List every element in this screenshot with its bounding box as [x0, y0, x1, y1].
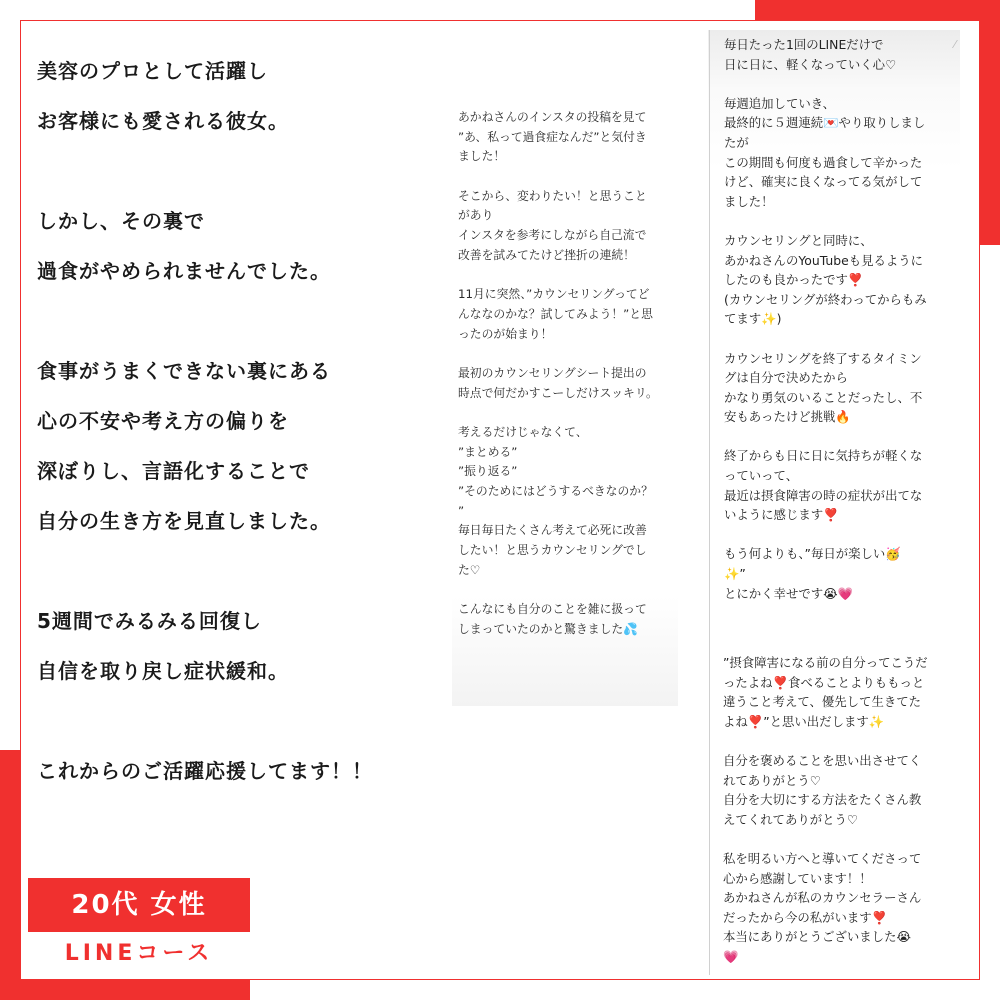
message-line: 考えるだけじゃなくて、	[458, 425, 588, 439]
lead-line: 食事がうまくできない裏にある	[37, 359, 331, 383]
message-line: だったから今の私がいます❣️	[723, 909, 888, 925]
message-line: 毎週追加していき、	[724, 95, 836, 111]
message-line: た♡	[458, 562, 481, 577]
message-line: 💗	[723, 948, 739, 964]
lead-line	[37, 296, 447, 346]
message-line: ”あ、私って過食症なんだ”と気付き	[458, 129, 647, 144]
message-line: れてありがとう♡	[723, 772, 821, 788]
message-line	[724, 329, 927, 349]
message-line	[724, 74, 927, 94]
frame-accent-left	[0, 750, 20, 1000]
lead-line: 心の不安や考え方の偏りを	[37, 409, 289, 433]
frame-accent-bottom	[0, 980, 250, 1000]
close-icon: ⁄	[954, 38, 956, 51]
message-line	[724, 427, 927, 447]
message-line: グは自分で決めたから	[724, 370, 848, 386]
message-line: カウンセリングを終了するタイミン	[724, 350, 922, 366]
message-line: えてくれてありがとう♡	[723, 811, 859, 827]
message-line: けど、確実に良くなってる気がして	[724, 174, 923, 190]
lead-line: 美容のプロとして活躍し	[37, 59, 268, 83]
frame-accent-right	[980, 0, 1000, 245]
message-screenshot-1	[452, 96, 678, 706]
message-line: あかねさんが私のカウンセラーさん	[723, 890, 922, 906]
lead-line	[37, 546, 447, 596]
message-line: があり	[458, 208, 494, 223]
message-line: 安もあったけど挑戦🔥	[724, 409, 851, 425]
message-body	[723, 653, 928, 967]
message-line: かなり勇気のいることだったし、不	[724, 389, 923, 405]
lead-line: 自分の生き方を見直しました。	[37, 509, 331, 533]
lead-line: 深ぼりし、言語化することで	[37, 459, 310, 483]
frame-line-bottom	[20, 979, 980, 980]
message-line: 最終的に５週連続💌やり取りしまし	[724, 115, 926, 131]
message-body	[458, 108, 658, 640]
course-label: LINEコース	[64, 941, 214, 966]
message-line: ったよね❣️食べることよりももっと	[723, 674, 925, 690]
message-line: ました！	[458, 149, 506, 164]
message-line: 最初のカウンセリングシート提出の	[458, 365, 647, 380]
frame-line-left	[20, 20, 21, 980]
message-line	[724, 525, 927, 545]
message-line: 毎日毎日たくさん考えて必死に改善	[458, 523, 647, 538]
message-line	[458, 403, 658, 423]
lead-line: しかし、その裏で	[37, 209, 205, 233]
message-line: したい！と思うカウンセリングでし	[458, 543, 647, 558]
message-line: 本当にありがとうございました😭	[723, 929, 911, 945]
message-line: 毎日たった1回のLINEだけで	[724, 37, 884, 52]
lead-text	[37, 46, 447, 796]
message-line: ”そのためにはどうするべきなのか？	[458, 484, 653, 499]
message-line: っていって、	[724, 468, 799, 484]
message-line: あかねさんのインスタの投稿を見て	[458, 110, 647, 124]
message-line	[723, 829, 928, 849]
message-line: 終了からも日に日に気持ちが軽くな	[724, 448, 923, 464]
message-line: したのも良かったです❣️	[724, 272, 864, 288]
customer-badge: 20代 女性	[28, 878, 250, 932]
message-line	[458, 581, 658, 601]
message-screenshot-3	[708, 646, 960, 976]
message-line: 自分を大切にする方法をたくさん教	[723, 792, 922, 808]
lead-line	[37, 146, 447, 196]
message-line: この期間も何度も過食して辛かった	[724, 154, 923, 170]
lead-line: 自信を取り戻し症状緩和。	[37, 659, 289, 683]
lead-line: お客様にも愛される彼女。	[37, 109, 289, 133]
message-line: しまっていたのかと驚きました💦	[458, 621, 638, 636]
lead-line	[37, 696, 447, 746]
message-line	[458, 167, 658, 187]
frame-line-right	[979, 20, 980, 980]
message-screenshot-2	[708, 30, 960, 640]
message-line: んななのかな？試してみよう！”と思	[458, 306, 653, 321]
message-line: 心から感謝しています！！	[723, 870, 872, 886]
message-line: とにかく幸せです😭💗	[724, 585, 854, 601]
message-line: ”	[458, 503, 465, 518]
message-line: ✨”	[724, 566, 746, 582]
message-line: 改善を試みてたけど挫折の連続！	[458, 247, 635, 262]
message-line: てます✨)	[724, 311, 782, 327]
frame-line-top	[20, 20, 980, 21]
message-line: 自分を褒めることを思い出させてく	[723, 752, 922, 768]
message-line: もう何よりも、”毎日が楽しい🥳	[724, 546, 901, 562]
message-line: そこから、変わりたい！と思うこと	[458, 188, 647, 203]
message-line	[458, 266, 658, 286]
lead-line: 5週間でみるみる回復し	[37, 609, 262, 633]
message-line: カウンセリングと同時に、	[724, 232, 873, 248]
message-line: こんなにも自分のことを雑に扱って	[458, 602, 647, 617]
message-line	[458, 344, 658, 364]
message-line: ったのが始まり！	[458, 326, 553, 341]
message-line: 私を明るい方へと導いてくださって	[723, 850, 922, 866]
message-line	[724, 211, 927, 231]
message-line: ”摂食障害になる前の自分ってこうだ	[723, 655, 928, 670]
message-line: 時点で何だかすこーしだけスッキリ。	[458, 385, 658, 400]
message-line: 日に日に、軽くなっていく心♡	[724, 56, 897, 72]
message-line: インスタを参考にしながら自己流で	[458, 228, 647, 243]
message-line: ”振り返る”	[458, 464, 518, 479]
message-line: いように感じます❣️	[724, 507, 839, 523]
lead-line: これからのご活躍応援してます！！	[37, 759, 373, 783]
message-line: 最近は摂食障害の時の症状が出てな	[724, 487, 923, 503]
message-line	[723, 731, 928, 751]
message-line: 11月に突然、”カウンセリングってど	[458, 287, 650, 302]
message-line: 違うこと考えて、優先して生きてた	[723, 694, 922, 710]
message-line: (カウンセリングが終わってからもみ	[724, 291, 927, 307]
frame-accent-top	[755, 0, 1000, 20]
message-line: ました！	[724, 193, 774, 209]
message-body	[724, 35, 927, 603]
message-line: ”まとめる”	[458, 444, 518, 459]
screenshot-divider	[709, 30, 710, 975]
message-line: あかねさんのYouTubeも見るように	[724, 252, 924, 268]
message-line: よね❣️”と思い出だします✨	[723, 713, 885, 729]
message-line: たが	[724, 134, 749, 150]
lead-line: 過食がやめられませんでした。	[37, 259, 331, 283]
